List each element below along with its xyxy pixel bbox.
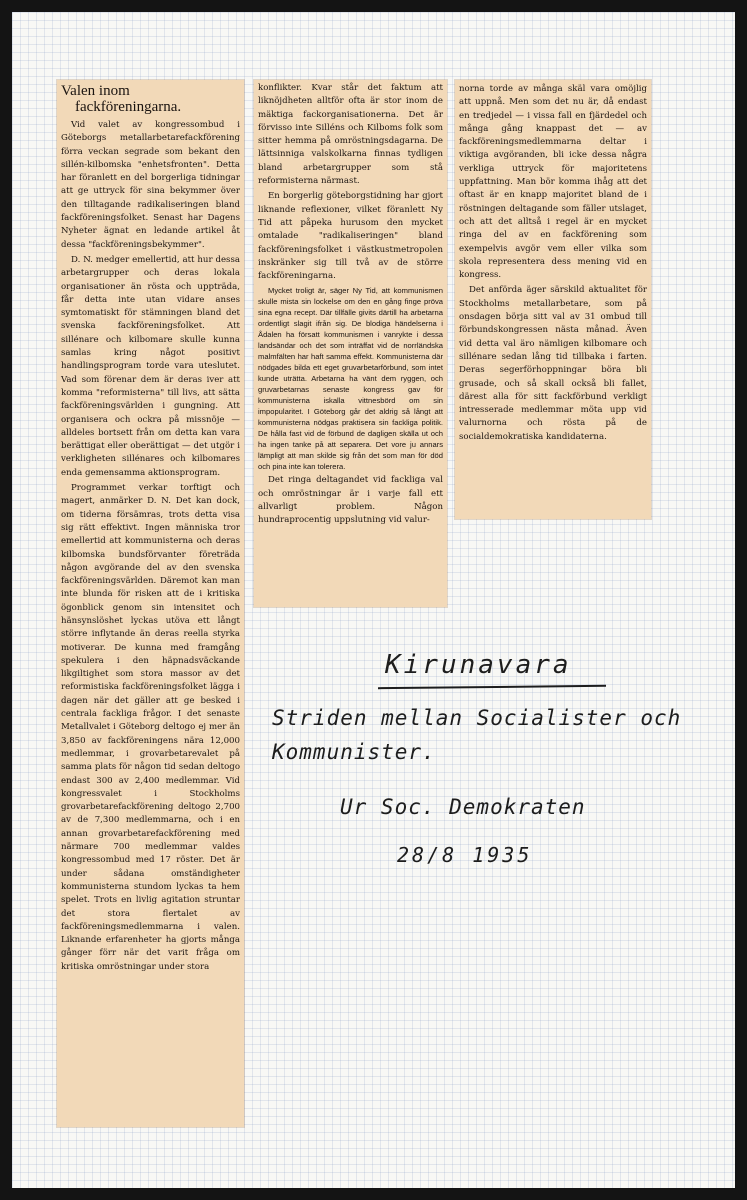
paragraph: konflikter. Kvar står det faktum att liknöjdheten alltför ofta är stor inom de mäktiga fackorganisationerna. Det är förvisso inte Silléns och Kilboms folk som sitter hemma på omröstningsdagarna. De lättsinniga valskolkarna finnas tydligen bland arbetargrupper som stå reformisterna närmast. xyxy=(258,83,443,187)
paragraph: Programmet verkar torftigt och magert, anmärker D. N. Det kan dock, om tiderna försämras, trots detta visa sig rätt effektivt. Ingen människa tror emellertid att kommunisterna och deras kilbomska bundsförvanter företräda någon avgörande del av den svenska fackföreningsvärlden. Däremot kan man inte blunda för risken att de i kritiska ögonblick genom sin intensitet och hänsynslöshet lyckas utöva ett långt större inflytande än deras reella styrka motiverar. De kunna med framgång spekulera i den häpnadsväckande likgiltighet som stora massor av det reformistiska fackföreningsfolket lägga i dagen när det gäller att ge besked i centrala fackliga frågor. I det senaste Metallvalet i Göteborg deltogo ej mer än 3,850 av fackföreningens nära 12,000 medlemmar, i grovarbetarevalet på samma plats för någon tid sedan deltogo endast 300 av 2,400 medlemmar. Vid kongressvalet i Stockholms grovarbetarefackförening deltogo 2,700 av de 7,300 medlemmarna, och i en annan grovarbetarefackförening med närmare 700 medlemmar valdes kongressombud med 17 röster. Det är under sådana omständigheter kommunisterna stundom lyckas ta hem spelet. Trots en livlig agitation struntar det stora flertalet av fackföreningsmedlemmarna i valen. Liknande erfarenheter ha gjorts många gånger förr när det varit fråga om kritiska omröstningar under stora xyxy=(61,483,240,972)
paragraph: Det anförda äger särskild aktualitet för Stockholms metallarbetare, som på onsdagen börja sitt val av 31 ombud till förbundskongressen nästa månad. Även vid detta val äro nämligen kilbomare och sillénare sedan lång tid tillbaka i farten. Deras segerförhoppningar böra bli grusade, och så skall också bli fallet, därest alla för sitt fackförbund verkligt intresserade medlemmar möta upp vid valurnorna och rösta på de socialdemokratiska kandidaterna. xyxy=(459,285,647,442)
paragraph: Vid valet av kongressombud i Göteborgs metallarbetarefackförening förra veckan segrade som bekant den sillén-kilbomska "enhetsfronten". Detta har föranlett en del borgerliga tidningar att ge uttryck för sina bekymmer över den tilltagande radikaliseringen bland fackföreningsfolket. Senast har Dagens Nyheter ägnat en ledande artikel åt dessa "fackföreningsbekymmer". xyxy=(61,120,240,250)
paragraph: En borgerlig göteborgstidning har gjort liknande reflexioner, vilket föranlett Ny Tid att påpeka hurusom den mycket omtalade "radikaliseringen" bland fackföreningsfolket i västkustmetropolen inskränker sig till två av de större fackföreningarna. xyxy=(258,191,443,282)
clipping-column-1 xyxy=(57,80,244,1127)
handwritten-subject-line-1: Striden mellan Socialister och xyxy=(272,706,682,730)
quote-paragraph: Mycket troligt är, säger Ny Tid, att kommunismen skulle mista sin lockelse om den en gång finge pröva sina egna recept. Där tillfälle givits därtill ha arbetarna ordentligt slagit ifrån sig. De blodiga händelserna i Ådalen ha försatt kommunismen i vanrykte i dessa landsändar och det som inträffat vid de norrländska malmfälten har haft samma effekt. Kommunisterna där nödgades bilda ett eget gruvarbetarförbund, som intet kunde uträtta. Arbetarna ha vänt dem ryggen, och gruvarbetarnas senaste kongress gav för kommunisterna iskalla vittnesbörd om sin impopularitet. I Göteborg går det aldrig så långt att kommunisterna nödgas praktisera sin fackliga politik. De hålla fast vid de förbund de dagligen skälla ut och ha ingen tanke på att separera. Det vore ju annars lämpligt att man skilde sig från det som man för död och pina inte kan tolerera. xyxy=(258,286,443,472)
paragraph: Det ringa deltagandet vid fackliga val och omröstningar är i varje fall ett allvarligt problem. Någon hundraprocentig uppslutning vid valur- xyxy=(258,475,443,526)
clipping-column-3 xyxy=(455,80,651,519)
headline-line-2: fackföreningarna. xyxy=(75,99,182,115)
headline-line-1: Valen inom xyxy=(61,83,130,99)
paragraph: norna torde av många skäl vara omöjlig att uppnå. Men som det nu är, då endast en tredjedel — i vissa fall en fjärdedel och många gång knappast det — av fackföreningsmedlemmarna deltar i viktiga avgöranden, bli icke dessa några verkliga uttryck för majoritetens uppfattning. Man bör komma ihåg att det oftast är en knapp majoritet bland de i röstningen deltagande som fäller utslaget, och att det alltså i regel är en mycket ringa del av en fackförening som exempelvis avgör vem eller vilka som skola representera dess mening vid en kongress. xyxy=(459,84,647,281)
handwritten-date: 28/8 1935 xyxy=(397,843,533,867)
clipping-column-2 xyxy=(254,80,447,607)
article-headline xyxy=(61,83,240,115)
paragraph: D. N. medger emellertid, att hur dessa arbetargrupper och deras lokala organisationer än rösta och uppträda, får detta inte utan vidare anses symtomatiskt för stämningen bland det svenska fackföreningsfolket. Att sillénare och kilbomare skulle kunna samlas kring något positivt handlingsprogram torde vara uteslutet. Vad som förenar dem är deras iver att komma "reformisterna" till livs, att sätta fackföreningsvärlden i gungning. Att organisera och ockra på missnöje — alldeles bortsett från om detta kan vara berättigat eller oberättigat — det utgör i verkligheten sillénares och kilbomares enda gemensamma aktionsprogram. xyxy=(61,254,240,478)
handwritten-title: Kirunavara xyxy=(385,650,572,680)
handwritten-subject-line-2: Kommunister. xyxy=(272,740,436,764)
handwritten-source: Ur Soc. Demokraten xyxy=(340,795,586,819)
